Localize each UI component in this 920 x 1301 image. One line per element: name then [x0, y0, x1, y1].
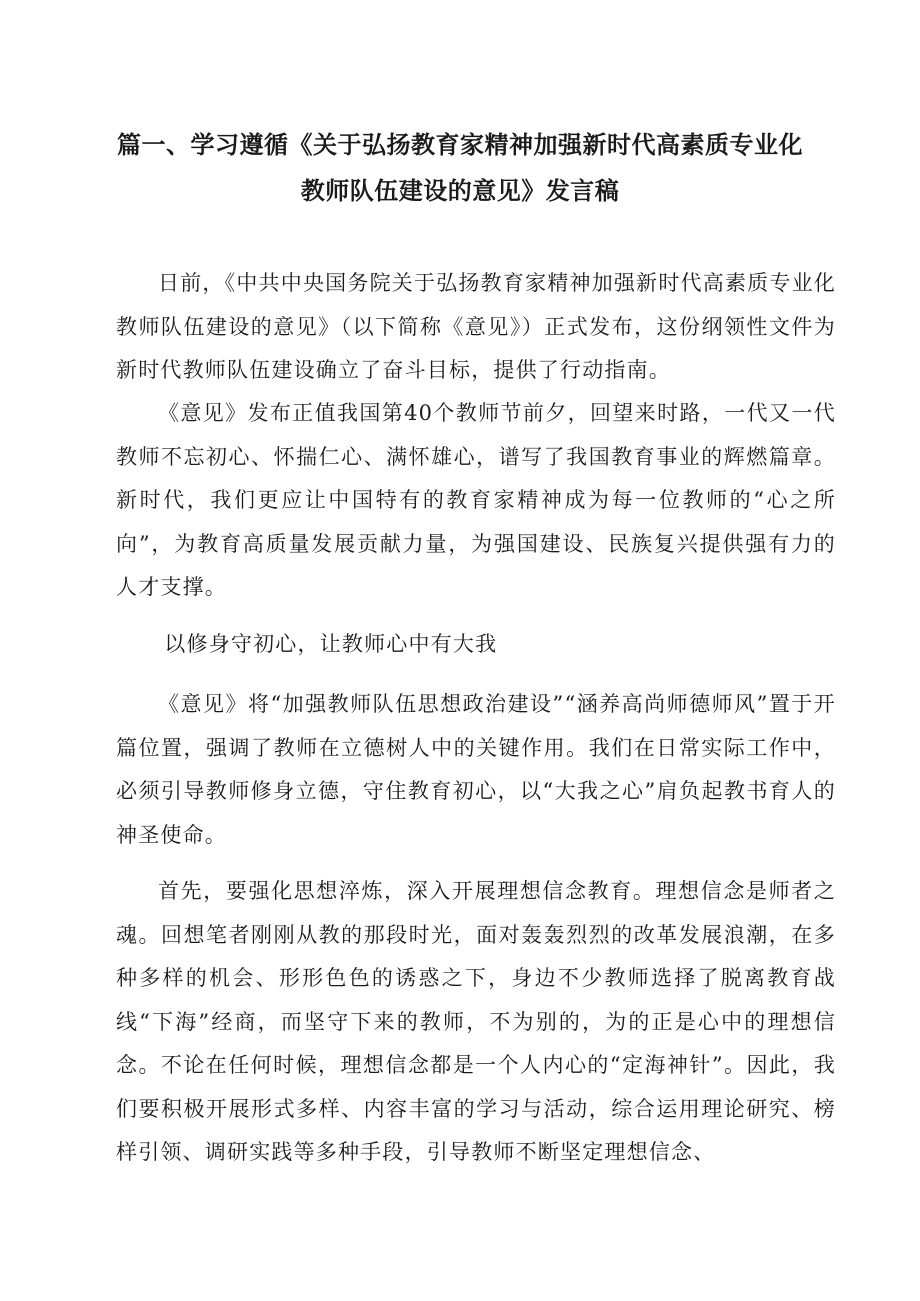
- paragraph-intro: 日前，《中共中央国务院关于弘扬教育家精神加强新时代高素质专业化教师队伍建设的意见》（以下简称《意见》）正式发布，这份纲领性文件为新时代教师队伍建设确立了奋斗目标，提供了行动指南。: [116, 271, 836, 382]
- paragraph-teachers-day: 《意见》发布正值我国第40个教师节前夕，回望来时路，一代又一代教师不忘初心、怀揣仁心、满怀雄心，谱写了我国教育事业的辉燃篇章。新时代，我们更应让中国特有的教育家精神成为每一位教师的“心之所向”，为教育高质量发展贡献力量，为强国建设、民族复兴提供强有力的人才支撑。: [116, 401, 836, 599]
- paragraph-ideals-education: 首先，要强化思想淬炼，深入开展理想信念教育。理想信念是师者之魂。回想笔者刚刚从教的那段时光，面对轰轰烈烈的改革发展浪潮，在多种多样的机会、形形色色的诱惑之下，身边不少教师选择了脱离教育战线“下海”经商，而坚守下来的教师，不为别的，为的正是心中的理想信念。不论在任何时候，理想信念都是一个人内心的“定海神针”。因此，我们要积极开展形式多样、内容丰富的学习与活动，综合运用理论研究、榜样引领、调研实践等多种手段，引导教师不断坚定理想信念、: [116, 879, 836, 1164]
- section-heading: 以修身守初心，让教师心中有大我: [164, 632, 498, 656]
- paragraph-opinion-emphasis: 《意见》将“加强教师队伍思想政治建设”“涵养高尚师德师风”置于开篇位置，强调了教师在立德树人中的关键作用。我们在日常实际工作中，必须引导教师修身立德，守住教育初心，以“大我之心”肩负起教书育人的神圣使命。: [116, 692, 836, 847]
- document-title-line-2: 教师队伍建设的意见》发言稿: [300, 177, 620, 205]
- document-title-line-1: 篇一、学习遵循《关于弘扬教育家精神加强新时代高素质专业化: [117, 131, 803, 159]
